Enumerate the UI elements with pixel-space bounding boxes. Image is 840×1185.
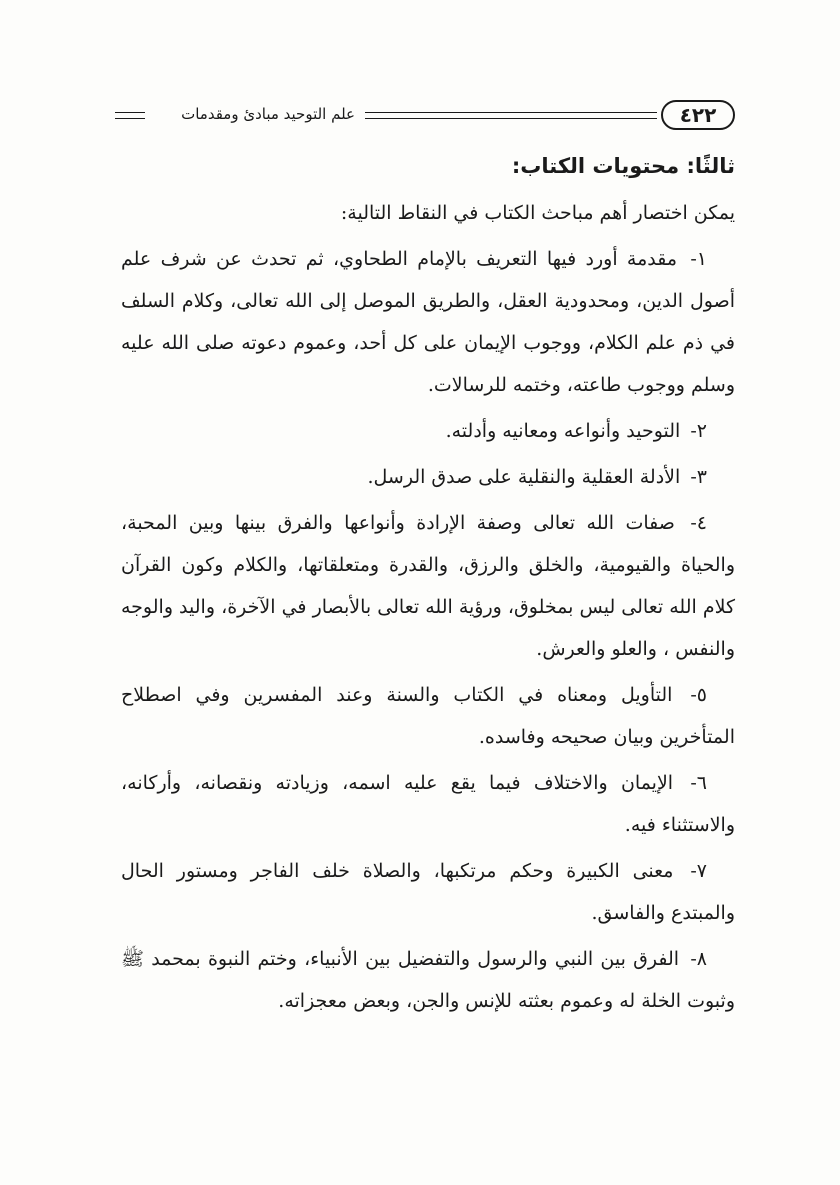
list-item	[121, 674, 735, 758]
list-item	[121, 850, 735, 934]
list-item	[121, 938, 735, 1022]
item-text: الأدلة العقلية والنقلية على صدق الرسل.	[367, 466, 681, 488]
header-rule	[365, 112, 657, 119]
item-number: ٦-	[690, 772, 707, 794]
page-header	[115, 100, 735, 130]
list-item	[121, 456, 735, 498]
item-text: صفات الله تعالى وصفة الإرادة وأنواعها والفرق بينها وبين المحبة، والحياة والقيومية، والخلق والرزق، والقدرة ومتعلقاتها، والكلام وكون القرآن كلام الله تعالى ليس بمخلوق، ورؤية الله تعالى بالأبصار في الآخرة، واليد والوجه والنفس ، والعلو والعرش.	[121, 512, 735, 660]
running-title: علم التوحيد مبادئ ومقدمات	[181, 105, 355, 123]
section-heading: ثالثًا: محتويات الكتاب:	[511, 154, 735, 178]
item-text: التأويل ومعناه في الكتاب والسنة وعند المفسرين وفي اصطلاح المتأخرين وبيان صحيحه وفاسده.	[121, 684, 735, 748]
item-text: مقدمة أورد فيها التعريف بالإمام الطحاوي، ثم تحدث عن شرف علم أصول الدين، ومحدودية العقل، والطريق الموصل إلى الله تعالى، وكلام السلف في ذم علم الكلام، ووجوب الإيمان على كل أحد، وعموم دعوته صلى الله عليه وسلم ووجوب طاعته، وختمه للرسالات.	[121, 248, 735, 396]
item-number: ٣-	[690, 466, 707, 488]
item-number: ١-	[690, 248, 707, 270]
list-item	[121, 762, 735, 846]
item-number: ٤-	[690, 512, 707, 534]
page-number: ٤٢٢	[661, 100, 735, 130]
item-text: الإيمان والاختلاف فيما يقع عليه اسمه، وزيادته ونقصانه، وأركانه، والاستثناء فيه.	[121, 772, 735, 836]
page-body	[121, 146, 735, 1026]
list-item	[121, 238, 735, 406]
list-item	[121, 502, 735, 670]
intro-paragraph: يمكن اختصار أهم مباحث الكتاب في النقاط التالية:	[340, 202, 735, 224]
item-number: ٥-	[690, 684, 707, 706]
item-number: ٢-	[690, 420, 707, 442]
list-item	[121, 410, 735, 452]
item-text: الفرق بين النبي والرسول والتفضيل بين الأنبياء، وختم النبوة بمحمد ﷺ وثبوت الخلة له وعموم بعثته للإنس والجن، وبعض معجزاته.	[121, 948, 735, 1012]
item-number: ٧-	[690, 860, 707, 882]
item-text: التوحيد وأنواعه ومعانيه وأدلته.	[445, 420, 681, 442]
item-number: ٨-	[690, 948, 707, 970]
item-text: معنى الكبيرة وحكم مرتكبها، والصلاة خلف الفاجر ومستور الحال والمبتدع والفاسق.	[121, 860, 735, 924]
header-rule-end	[115, 112, 145, 119]
